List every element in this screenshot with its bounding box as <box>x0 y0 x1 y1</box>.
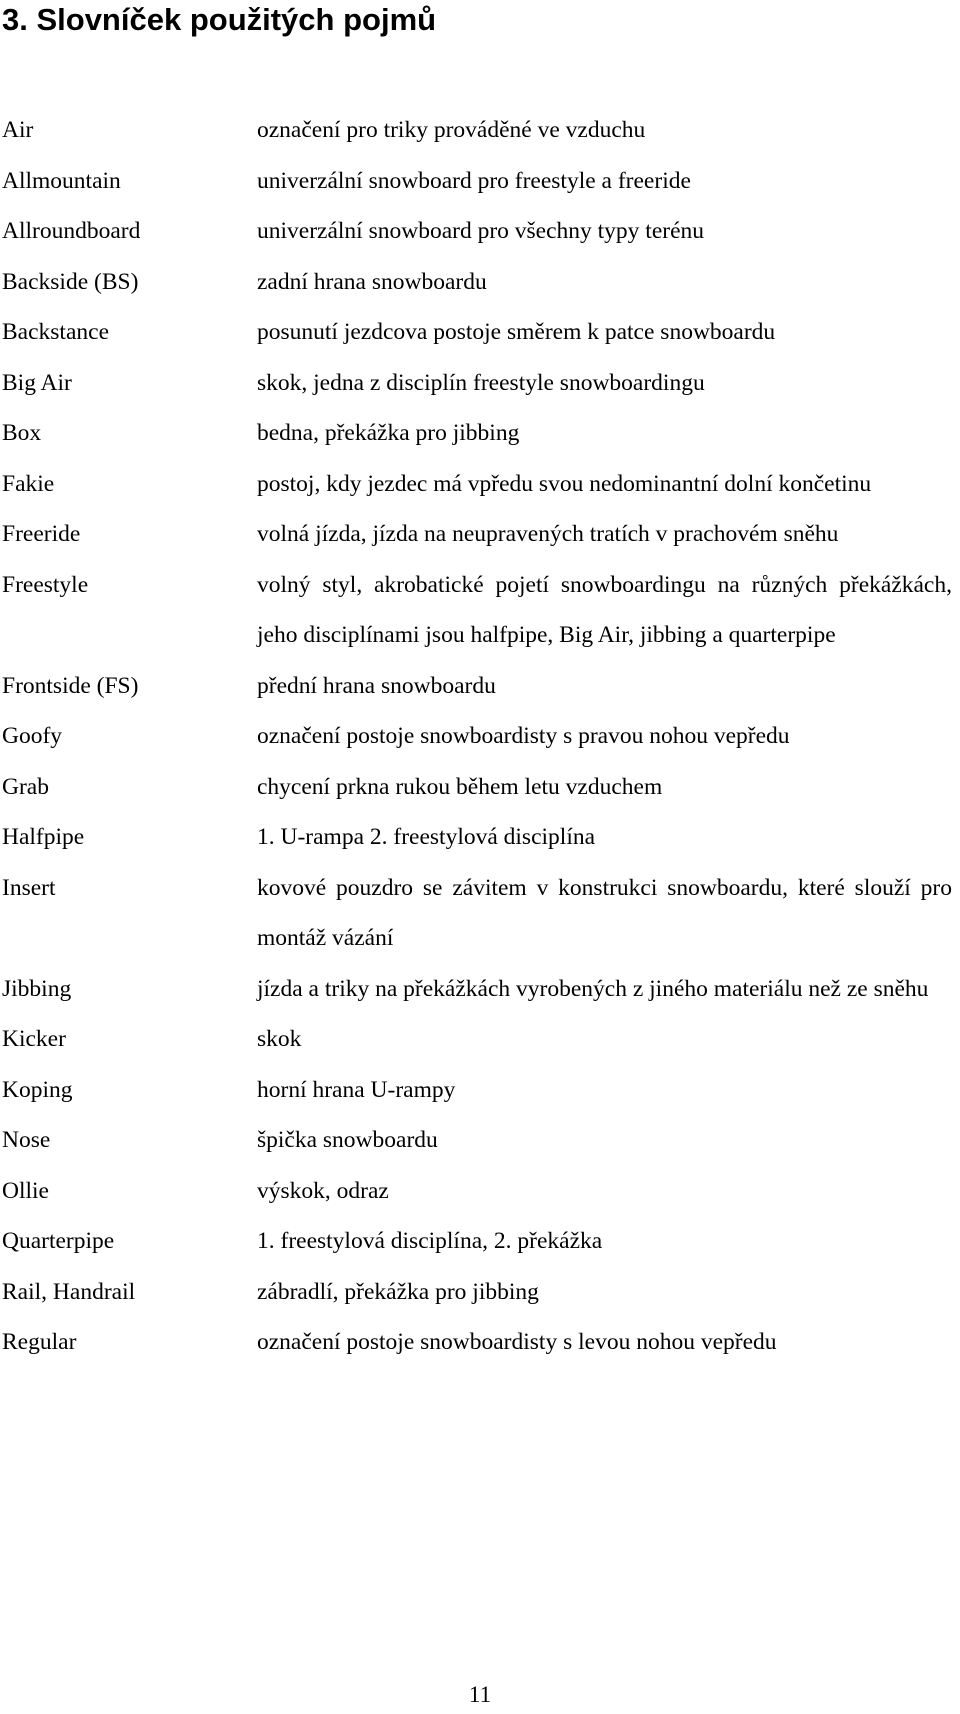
glossary-term: Freeride <box>2 521 81 547</box>
glossary-term: Backside (BS) <box>2 268 139 295</box>
glossary-term: Nose <box>2 1127 51 1153</box>
glossary-entry <box>2 1115 952 1166</box>
section-heading: 3. Slovníček použitých pojmů <box>2 2 437 37</box>
glossary-entry <box>2 762 952 813</box>
glossary-entry <box>2 1216 952 1267</box>
glossary-definition: volný styl, akrobatické pojetí snowboardingu na různých překážkách, jeho disciplínami jsou halfpipe, Big Air, jibbing a quarterpipe <box>257 571 952 648</box>
glossary-term: Backstance <box>2 319 110 345</box>
glossary-term: Regular <box>2 1329 77 1355</box>
glossary-definition: 1. U-rampa 2. freestylová disciplína <box>257 824 596 850</box>
glossary-definition: 1. freestylová disciplína, 2. překážka <box>257 1228 603 1254</box>
glossary-term: Rail, Handrail <box>2 1278 136 1305</box>
glossary-term: Ollie <box>2 1177 49 1204</box>
glossary-definition: posunutí jezdcova postoje směrem k patce snowboardu <box>257 319 776 345</box>
glossary-term: Goofy <box>2 723 63 749</box>
glossary-definition: zadní hrana snowboardu <box>257 268 487 295</box>
glossary-entry <box>2 661 952 712</box>
glossary-entry <box>2 1065 952 1116</box>
glossary-term: Insert <box>2 874 56 901</box>
glossary-entry <box>2 711 952 762</box>
glossary-term: Kicker <box>2 1026 66 1052</box>
glossary-definition: přední hrana snowboardu <box>257 672 496 699</box>
glossary-term: Jibbing <box>2 975 72 1002</box>
glossary-definition: skok <box>257 1026 302 1052</box>
glossary-definition: zábradlí, překážka pro jibbing <box>257 1278 539 1305</box>
glossary-definition: výskok, odraz <box>257 1177 389 1204</box>
glossary-entry <box>2 1267 952 1318</box>
glossary-definition: horní hrana U-rampy <box>257 1076 456 1103</box>
glossary-entry <box>2 358 952 409</box>
glossary-term: Air <box>2 117 34 143</box>
glossary-definition: označení postoje snowboardisty s pravou nohou vepředu <box>257 723 790 749</box>
glossary-definition: kovové pouzdro se závitem v konstrukci snowboardu, které slouží pro montáž vázání <box>257 874 952 951</box>
glossary-definition: jízda a triky na překážkách vyrobených z jiného materiálu než ze sněhu <box>257 975 929 1002</box>
glossary-term: Halfpipe <box>2 824 85 850</box>
glossary-term: Box <box>2 420 42 446</box>
glossary-entry <box>2 408 952 459</box>
glossary-definition: univerzální snowboard pro freestyle a freeride <box>257 167 691 194</box>
glossary-term: Allroundboard <box>2 218 141 244</box>
glossary-definition: chycení prkna rukou během letu vzduchem <box>257 773 663 800</box>
glossary-entry <box>2 812 952 863</box>
glossary-entry <box>2 509 952 560</box>
glossary-term: Big Air <box>2 369 72 396</box>
glossary-entry <box>2 863 952 964</box>
glossary-term: Grab <box>2 773 49 800</box>
glossary-definition: univerzální snowboard pro všechny typy terénu <box>257 218 705 244</box>
glossary-entry <box>2 1014 952 1065</box>
glossary-definition: postoj, kdy jezdec má vpředu svou nedominantní dolní končetinu <box>257 470 872 497</box>
glossary-term: Allmountain <box>2 167 121 194</box>
glossary-entry <box>2 1166 952 1217</box>
glossary-definition: špička snowboardu <box>257 1127 438 1153</box>
glossary-definition: označení pro triky prováděné ve vzduchu <box>257 117 646 143</box>
glossary-entry <box>2 560 952 661</box>
glossary-entry <box>2 156 952 207</box>
glossary-term: Freestyle <box>2 571 89 598</box>
glossary-entry <box>2 459 952 510</box>
glossary-term: Koping <box>2 1076 73 1103</box>
glossary-term: Fakie <box>2 470 55 497</box>
glossary-definition: volná jízda, jízda na neupravených tratích v prachovém sněhu <box>257 521 839 547</box>
glossary-term: Frontside (FS) <box>2 672 139 699</box>
glossary-definition: bedna, překážka pro jibbing <box>257 420 520 446</box>
glossary-list <box>2 105 952 1368</box>
glossary-definition: skok, jedna z disciplín freestyle snowboardingu <box>257 369 705 396</box>
glossary-entry <box>2 1317 952 1368</box>
glossary-term: Quarterpipe <box>2 1228 115 1254</box>
glossary-entry <box>2 257 952 308</box>
glossary-entry <box>2 105 952 156</box>
glossary-entry <box>2 206 952 257</box>
page-number: 11 <box>468 1682 492 1707</box>
glossary-entry <box>2 307 952 358</box>
glossary-entry <box>2 964 952 1015</box>
glossary-definition: označení postoje snowboardisty s levou nohou vepředu <box>257 1329 777 1355</box>
